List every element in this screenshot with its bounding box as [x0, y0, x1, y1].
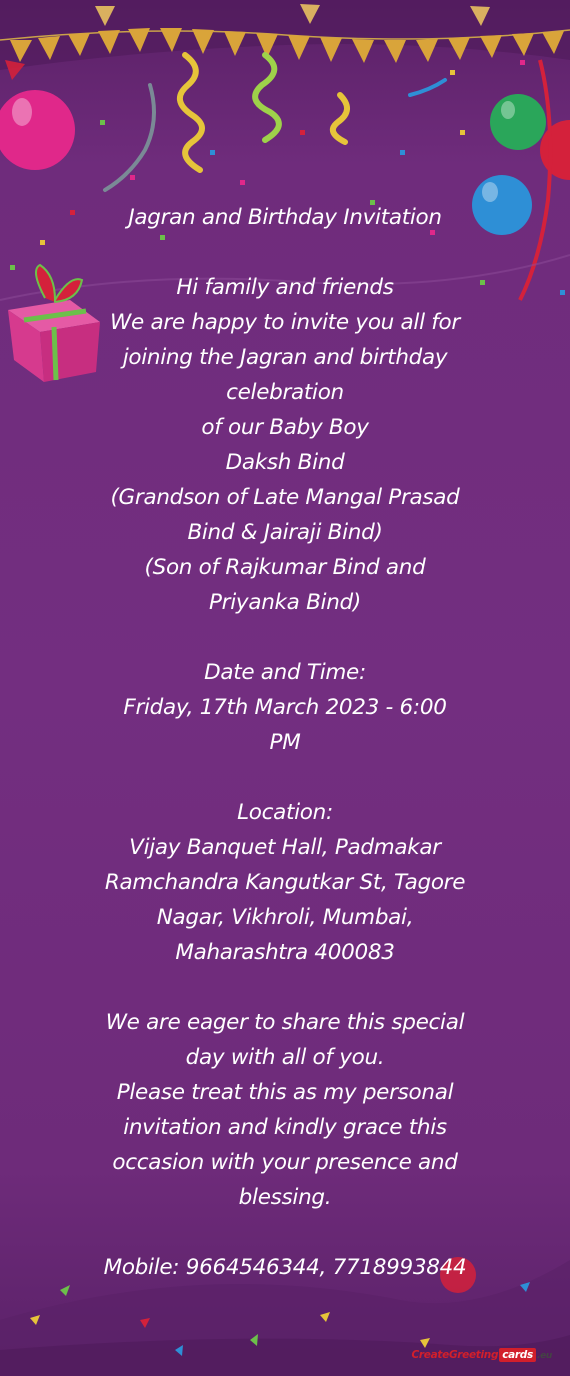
child-name: Daksh Bind: [225, 450, 345, 475]
closing-line: blessing.: [238, 1185, 332, 1210]
greeting: Hi family and friends: [176, 275, 394, 300]
date-label: Date and Time:: [204, 660, 366, 685]
watermark-logo[interactable]: [412, 1348, 552, 1362]
location-line: Nagar, Vikhroli, Mumbai,: [156, 905, 414, 930]
date-value: Friday, 17th March 2023 - 6:00: [123, 695, 447, 720]
location-line: Vijay Banquet Hall, Padmakar: [129, 835, 441, 860]
streamer-icon: [105, 55, 445, 190]
closing-line: We are eager to share this special: [105, 1010, 465, 1035]
watermark-brand: CreateGreeting: [411, 1349, 499, 1361]
body-line: Priyanka Bind): [209, 590, 361, 615]
closing-line: Please treat this as my personal: [116, 1080, 454, 1105]
watermark-tld: .eu: [536, 1351, 552, 1361]
gift-box-icon: [8, 265, 100, 382]
invitation-text: [95, 200, 475, 1285]
balloon-pink-icon: [0, 90, 75, 170]
date-value: PM: [269, 730, 301, 755]
closing-line: occasion with your presence and: [112, 1150, 458, 1175]
location-label: Location:: [237, 800, 333, 825]
watermark-cards-box: cards: [499, 1348, 536, 1362]
mobile-numbers: Mobile: 9664546344, 7718993844: [103, 1255, 467, 1280]
invitation-title: Jagran and Birthday Invitation: [128, 205, 442, 230]
body-line: joining the Jagran and birthday: [122, 345, 448, 370]
body-line: Bind & Jairaji Bind): [187, 520, 383, 545]
location-line: Maharashtra 400083: [175, 940, 395, 965]
body-line: of our Baby Boy: [201, 415, 369, 440]
closing-line: day with all of you.: [185, 1045, 385, 1070]
body-line: celebration: [226, 380, 344, 405]
body-line: (Grandson of Late Mangal Prasad: [110, 485, 460, 510]
closing-line: invitation and kindly grace this: [123, 1115, 447, 1140]
balloon-green-icon: [490, 94, 546, 150]
location-line: Ramchandra Kangutkar St, Tagore: [104, 870, 466, 895]
body-line: We are happy to invite you all for: [110, 310, 460, 335]
body-line: (Son of Rajkumar Bind and: [144, 555, 426, 580]
balloon-blue-icon: [472, 175, 532, 235]
